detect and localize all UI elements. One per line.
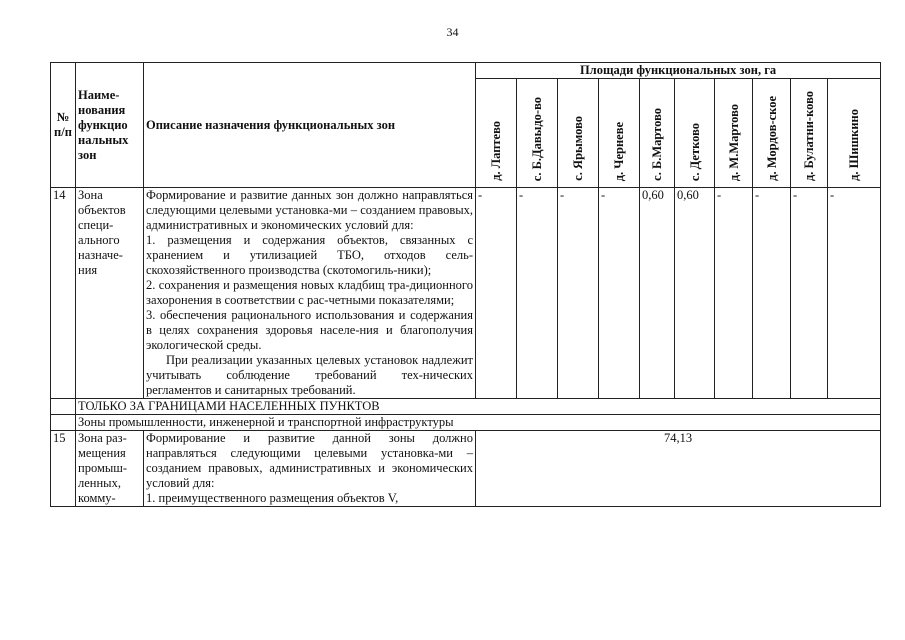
settlement-header: с. Ярымово bbox=[558, 79, 599, 188]
settlement-header: с. Б.Давыдо-во bbox=[517, 79, 558, 188]
area-value: 0,60 bbox=[640, 188, 675, 399]
settlement-header: д. Черневе bbox=[599, 79, 640, 188]
area-value: - bbox=[753, 188, 791, 399]
settlement-header: с. Детково bbox=[675, 79, 715, 188]
settlement-header: д. Лаптево bbox=[476, 79, 517, 188]
row-num: 15 bbox=[51, 431, 76, 507]
table-row bbox=[51, 431, 881, 507]
section-title: ТОЛЬКО ЗА ГРАНИЦАМИ НАСЕЛЕННЫХ ПУНКТОВ bbox=[76, 399, 881, 415]
area-value: - bbox=[476, 188, 517, 399]
area-value: 0,60 bbox=[675, 188, 715, 399]
area-value: - bbox=[828, 188, 881, 399]
col-header-desc: Описание назначения функциональных зон bbox=[144, 63, 476, 188]
zone-name: Зона объектов специ-ального назначе-ния bbox=[76, 188, 144, 399]
area-value: - bbox=[715, 188, 753, 399]
functional-zones-table bbox=[50, 62, 881, 507]
settlement-header: д. Булатни-ково bbox=[791, 79, 828, 188]
section-row bbox=[51, 399, 881, 415]
area-value: - bbox=[791, 188, 828, 399]
area-value: - bbox=[599, 188, 640, 399]
settlement-header: д. Мордов-ское bbox=[753, 79, 791, 188]
settlement-header: с. Б.Мартово bbox=[640, 79, 675, 188]
settlement-header: д. Шишкино bbox=[828, 79, 881, 188]
page-number: 34 bbox=[446, 25, 459, 39]
subsection-row bbox=[51, 415, 881, 431]
row-num: 14 bbox=[51, 188, 76, 399]
area-total: 74,13 bbox=[476, 431, 881, 507]
settlement-header: д. М.Мартово bbox=[715, 79, 753, 188]
table-row bbox=[51, 188, 881, 399]
zone-description: Формирование и развитие данных зон должно направляться следующими целевыми установка-ми – созданием правовых, административных и экономических условий для: 1. размещения и содержания объектов, связанных с хранением и утилизацией ТБО, отходов сель-скохозяйственного производства (скотомогиль-ники); 2. сохранения и размещения новых кладбищ тра-диционного захоронения в соответствии с рас-четными показателями; 3. обеспечения рационального использования и содержания в целях сохранения здоровья населе-ния и благополучия экологической среды. При реализации указанных целевых установок надлежит учитывать соблюдение требований тех-нических регламентов и санитарных требований. bbox=[144, 188, 476, 399]
area-value: - bbox=[558, 188, 599, 399]
zone-description: Формирование и развитие данной зоны должно направляться следующими целевыми установка-ми – созданием правовых, административных и экономических условий для: 1. преимущественного размещения объектов V, bbox=[144, 431, 476, 507]
col-header-areas: Площади функциональных зон, га bbox=[476, 63, 881, 79]
col-header-name: Наиме-нования функцио нальных зон bbox=[76, 63, 144, 188]
area-value: - bbox=[517, 188, 558, 399]
col-header-num: № п/п bbox=[51, 63, 76, 188]
subsection-title: Зоны промышленности, инженерной и транспортной инфраструктуры bbox=[76, 415, 881, 431]
zone-name: Зона раз-мещения промыш-ленных, комму- bbox=[76, 431, 144, 507]
